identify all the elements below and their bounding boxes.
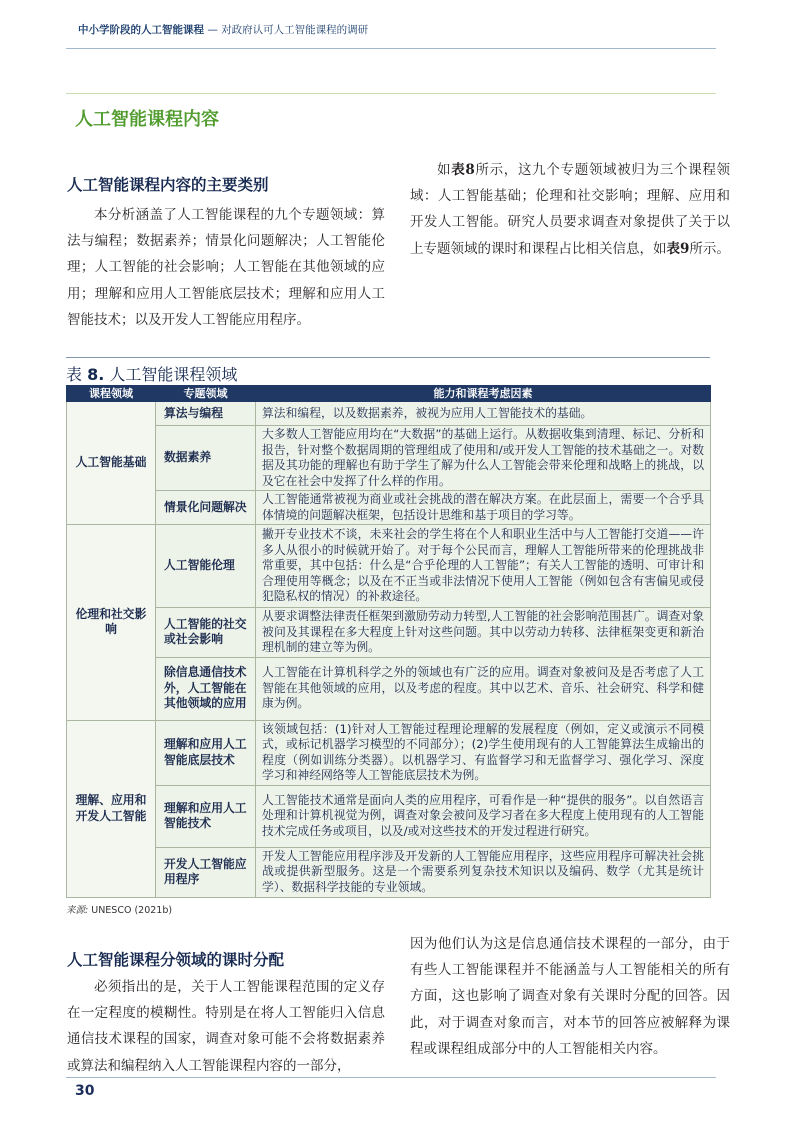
table-source <box>66 905 710 917</box>
paragraph-text: 所示。 <box>689 240 730 257</box>
table-caption-number: 8. <box>87 365 105 384</box>
topic-area-cell: 开发人工智能应用程序 <box>156 847 256 897</box>
competency-description-cell: 人工智能在计算机科学之外的领域也有广泛的应用。调查对象被问及是否考虑了人工智能在其他领域的应用，以及考虑的程度。其中以艺术、音乐、社会研究、科学和健康为例。 <box>256 657 711 720</box>
topic-area-cell: 情景化问题解决 <box>156 491 256 525</box>
running-header <box>78 23 368 37</box>
topic-area-cell: 理解和应用人工智能底层技术 <box>156 720 256 785</box>
paragraph-text: 如 <box>437 162 452 178</box>
table-row <box>67 785 711 847</box>
table-caption-label: 表 <box>66 365 83 384</box>
topic-area-cell: 数据素养 <box>156 426 256 491</box>
table-row <box>67 720 711 785</box>
paragraph-text: 所示，这九个专题领域被归为三个课程领域：人工智能基础；伦理和社交影响；理解、应用和开发人工智能。研究人员要求调查对象提供了关于以上专题领域的课时和课程占比相关信息，如 <box>410 162 730 257</box>
course-domain-cell: 伦理和社交影响 <box>67 525 156 721</box>
topic-area-cell: 除信息通信技术外，人工智能在其他领域的应用 <box>156 657 256 720</box>
running-header-separator: — <box>207 24 218 36</box>
competency-description-cell: 算法和编程，以及数据素养，被视为应用人工智能技术的基础。 <box>256 402 711 426</box>
header-divider <box>66 48 716 49</box>
table-caption <box>66 365 710 385</box>
topic-area-cell: 理解和应用人工智能技术 <box>156 785 256 847</box>
table-row <box>67 608 711 658</box>
competency-description-cell: 开发人工智能应用程序涉及开发新的人工智能应用程序，这些应用程序可解决社会挑战或提供新型服务。这是一个需要系列复杂技术知识以及编码、数学（尤其是统计学）、数据科学技能的专业领域。 <box>256 847 711 897</box>
column-header-course-domain: 课程领域 <box>67 386 156 402</box>
table-caption-title: 人工智能课程领域 <box>109 365 238 384</box>
course-domains-table <box>66 385 711 898</box>
subsection-heading-hours-allocation: 人工智能课程分领域的课时分配 <box>67 951 285 969</box>
competency-description-cell: 撇开专业技术不谈，未来社会的学生将在个人和职业生活中与人工智能打交道——许多人从很小的时候就开始了。对于每个公民而言，理解人工智能所带来的伦理挑战非常重要，其中包括：什么是“合乎伦理的人工智能”；有关人工智能的透明、可审计和合理使用等概念；以及在不正当或非法情况下使用人工智能（例如包含有害偏见或侵犯隐私权的情况）的补救途径。 <box>256 525 711 608</box>
competency-description-cell: 大多数人工智能应用均在“大数据”的基础上运行。从数据收集到清理、标记、分析和报告，针对整个数据周期的管理组成了使用和/或开发人工智能的技术基础之一。对数据及其功能的理解也有助于学生了解为什么人工智能会带来伦理和战略上的挑战，以及它在社会中发挥了什么样的作用。 <box>256 426 711 491</box>
table-row <box>67 657 711 720</box>
table-block <box>66 365 710 917</box>
table-row <box>67 525 711 608</box>
table-row <box>67 426 711 491</box>
source-text: UNESCO (2021b) <box>91 904 173 916</box>
table-row <box>67 491 711 525</box>
competency-description-cell: 该领域包括：(1)针对人工智能过程理论理解的发展程度（例如，定义或演示不同模式，或标记机器学习模型的不同部分）；(2)学生使用现有的人工智能算法生成输出的程度（例如训练分类器）。以机器学习、有监督学习和无监督学习、强化学习、深度学习和神经网络等人工智能底层技术为例。 <box>256 720 711 785</box>
topic-area-cell: 人工智能伦理 <box>156 525 256 608</box>
main-categories-paragraph-left: 本分析涵盖了人工智能课程的九个专题领域：算法与编程；数据素养；情景化问题解决；人工智能伦理；人工智能的社会影响；人工智能在其他领域的应用；理解和应用人工智能底层技术；理解和应用人工智能技术；以及开发人工智能应用程序。 <box>67 207 385 328</box>
competency-description-cell: 人工智能技术通常是面向人类的应用程序，可看作是一种“提供的服务”。以自然语言处理和计算机视觉为例，调查对象会被问及学习者在多大程度上使用现有的人工智能技术完成任务或项目，以及/或对这些技术的开发过程进行研究。 <box>256 785 711 847</box>
table-row <box>67 847 711 897</box>
table-reference: 表9 <box>666 240 690 257</box>
section-divider <box>66 93 716 94</box>
page-number: 30 <box>75 1083 95 1099</box>
column-header-competencies: 能力和课程考虑因素 <box>256 386 711 402</box>
running-header-series: 中小学阶段的人工智能课程 <box>78 24 204 36</box>
subsection-heading-main-categories: 人工智能课程内容的主要类别 <box>67 176 269 194</box>
course-domain-cell: 人工智能基础 <box>67 402 156 525</box>
main-categories-paragraph-right <box>410 157 730 262</box>
table-row <box>67 402 711 426</box>
running-header-report: 对政府认可人工智能课程的调研 <box>221 24 369 36</box>
hours-allocation-paragraph-left: 必须指出的是，关于人工智能课程范围的定义存在一定程度的模糊性。特别是在将人工智能归入信息通信技术课程的国家，调查对象可能不会将数据素养或算法和编程纳入人工智能课程内容的一部分， <box>67 979 385 1074</box>
section-title: 人工智能课程内容 <box>75 109 219 130</box>
course-domain-cell: 理解、应用和开发人工智能 <box>67 720 156 897</box>
table-header-row <box>67 386 711 402</box>
competency-description-cell: 从要求调整法律责任框架到激励劳动力转型,人工智能的社会影响范围甚广。调查对象被问及其课程在多大程度上针对这些问题。其中以劳动力转移、法律框架变更和新治理机制的建立等为例。 <box>256 608 711 658</box>
footer-divider <box>66 1077 716 1078</box>
topic-area-cell: 人工智能的社交或社会影响 <box>156 608 256 658</box>
table-divider <box>66 357 710 358</box>
table-reference: 表8 <box>451 162 475 178</box>
competency-description-cell: 人工智能通常被视为商业或社会挑战的潜在解决方案。在此层面上，需要一个合乎具体情境的问题解决框架，包括设计思维和基于项目的学习等。 <box>256 491 711 525</box>
topic-area-cell: 算法与编程 <box>156 402 256 426</box>
source-label: 来源: <box>66 904 89 916</box>
column-header-topic-area: 专题领域 <box>156 386 256 402</box>
hours-allocation-paragraph-right: 因为他们认为这是信息通信技术课程的一部分，由于有些人工智能课程并不能涵盖与人工智能相关的所有方面，这也影响了调查对象有关课时分配的回答。因此，对于调查对象而言，对本节的回答应被解释为课程或课程组成部分中的人工智能相关内容。 <box>410 936 730 1057</box>
